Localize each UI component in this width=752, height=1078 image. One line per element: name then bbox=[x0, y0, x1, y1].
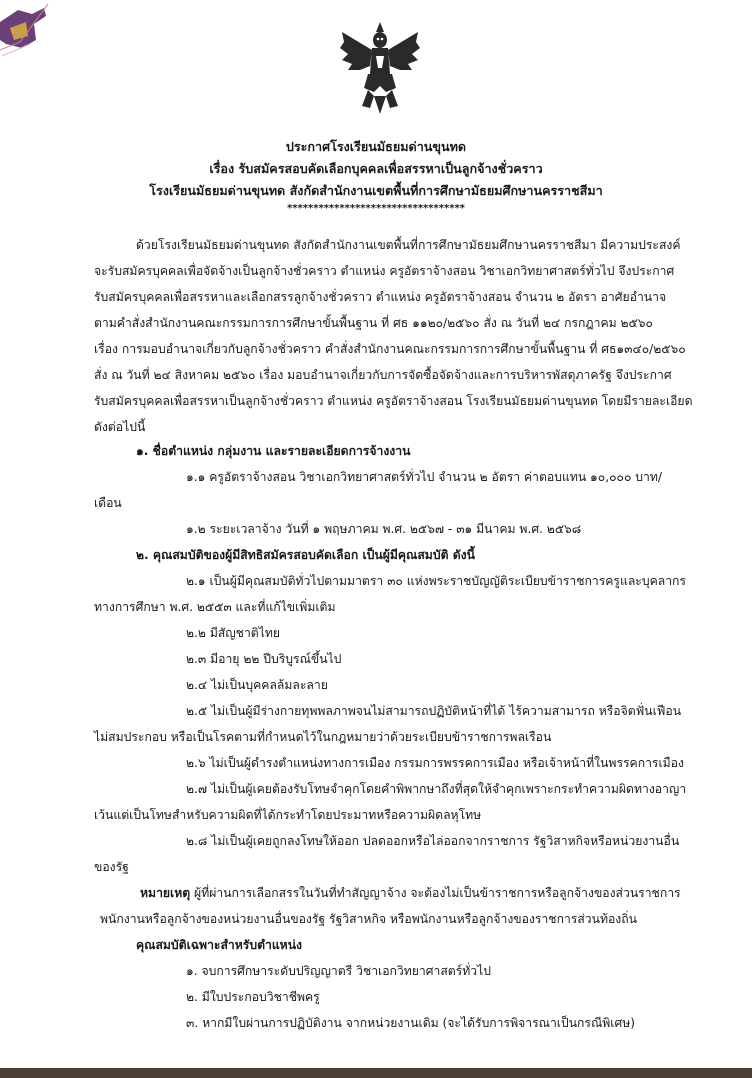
item-2-5: ๒.๕ ไม่เป็นผู้มีร่างกายทุพพลภาพจนไม่สามารถปฏิบัติหน้าที่ได้ ไร้ความสามารถ หรือจิตฟั่นเฟือน bbox=[186, 704, 682, 718]
item-1-1: ๑.๑ ครูอัตราจ้างสอน วิชาเอกวิทยาศาสตร์ทั่วไป จำนวน ๒ อัตรา ค่าตอบแทน ๑๐,๐๐๐ บาท/ bbox=[186, 470, 663, 484]
item-2-2: ๒.๒ มีสัญชาติไทย bbox=[186, 626, 281, 640]
item-2-6: ๒.๖ ไม่เป็นผู้ดำรงตำแหน่งทางการเมือง กรรมการพรรคการเมือง หรือเจ้าหน้าที่ในพรรคการเมือง bbox=[186, 756, 684, 770]
note-line-cont: พนักงานหรือลูกจ้างของหน่วยงานอื่นของรัฐ รัฐวิสาหกิจ หรือพนักงานหรือลูกจ้างของราชการส่วนท้องถิ่น bbox=[100, 912, 637, 926]
item-2-1-cont: ทางการศึกษา พ.ศ. ๒๕๕๓ และที่แก้ไขเพิ่มเติม bbox=[94, 600, 336, 614]
spec-item-2: ๒. มีใบประกอบวิชาชีพครู bbox=[186, 990, 320, 1004]
item-2-8: ๒.๘ ไม่เป็นผู้เคยถูกลงโทษให้ออก ปลดออกหรือไล่ออกจากราชการ รัฐวิสาหกิจหรือหน่วยงานอื่น bbox=[186, 834, 680, 848]
item-2-3: ๒.๓ มีอายุ ๒๒ ปีบริบูรณ์ขึ้นไป bbox=[186, 652, 342, 666]
page-bottom-edge bbox=[0, 1068, 752, 1078]
note-line bbox=[140, 884, 681, 902]
intro-line: รับสมัครบุคคลเพื่อสรรหาและเลือกสรรลูกจ้างชั่วคราว ตำแหน่ง ครูอัตราจ้างสอน จำนวน ๒ อัตรา อาศัยอำนาจ bbox=[94, 290, 667, 304]
item-1-1-cont: เดือน bbox=[94, 496, 122, 510]
item-2-8-cont: ของรัฐ bbox=[94, 860, 129, 874]
intro-line: เรื่อง การมอบอำนาจเกี่ยวกับลูกจ้างชั่วคราว คำสั่งสำนักงานคณะกรรมการการศึกษาขั้นพื้นฐาน ที่ ศธ๑๓๔๐/๒๕๖๐ bbox=[94, 342, 686, 356]
section-2-heading: ๒. คุณสมบัติของผู้มีสิทธิสมัครสอบคัดเลือก เป็นผู้มีคุณสมบัติ ดังนี้ bbox=[136, 548, 475, 562]
item-1-2: ๑.๒ ระยะเวลาจ้าง วันที่ ๑ พฤษภาคม พ.ศ. ๒๕๖๗ - ๓๑ มีนาคม พ.ศ. ๒๕๖๘ bbox=[186, 522, 582, 536]
intro-line: ด้วยโรงเรียนมัธยมด่านขุนทด สังกัดสำนักงานเขตพื้นที่การศึกษามัธยมศึกษานครราชสีมา มีความประสงค์ bbox=[136, 238, 681, 252]
intro-line: ดังต่อไปนี้ bbox=[94, 420, 146, 434]
item-2-5-cont: ไม่สมประกอบ หรือเป็นโรคตามที่กำหนดไว้ในกฎหมายว่าด้วยระเบียบข้าราชการพลเรือน bbox=[94, 730, 552, 744]
section-1-heading: ๑. ชื่อตำแหน่ง กลุ่มงาน และรายละเอียดการจ้างงาน bbox=[136, 444, 411, 458]
item-2-7: ๒.๗ ไม่เป็นผู้เคยต้องรับโทษจำคุกโดยคำพิพากษาถึงที่สุดให้จำคุกเพราะกระทำความผิดทางอาญา bbox=[186, 782, 687, 796]
item-2-4: ๒.๔ ไม่เป็นบุคคลล้มละลาย bbox=[186, 678, 328, 692]
intro-line: ตามคำสั่งสำนักงานคณะกรรมการการศึกษาขั้นพื้นฐาน ที่ ศธ ๑๑๒๐/๒๕๖๐ สั่ง ณ วันที่ ๒๔ กรกฎาคม ๒๕๖๐ bbox=[94, 316, 653, 330]
item-2-7-cont: เว้นแต่เป็นโทษสำหรับความผิดที่ได้กระทำโดยประมาทหรือความผิดลหุโทษ bbox=[94, 808, 482, 822]
header-title: ประกาศโรงเรียนมัธยมด่านขุนทด bbox=[285, 139, 467, 154]
intro-line: รับสมัครบุคคลเพื่อสรรหาเป็นลูกจ้างชั่วคราว ตำแหน่ง ครูอัตราจ้างสอน โรงเรียนมัธยมด่านขุนทด โดยมีรายละเอียด bbox=[94, 394, 693, 408]
intro-line: จะรับสมัครบุคคลเพื่อจัดจ้างเป็นลูกจ้างชั่วคราว ตำแหน่ง ครูอัตราจ้างสอน วิชาเอกวิทยาศาสตร์ทั่วไป จึงประกาศ bbox=[94, 264, 675, 278]
garuda-emblem-icon bbox=[338, 18, 422, 118]
header-separator: ********************************** bbox=[287, 203, 465, 214]
intro-line: สั่ง ณ วันที่ ๒๔ สิงหาคม ๒๕๖๐ เรื่อง มอบอำนาจเกี่ยวกับการจัดซื้อจัดจ้างและการบริหารพัสดุภาครัฐ จึงประกาศ bbox=[94, 368, 672, 382]
spec-item-3: ๓. หากมีใบผ่านการปฏิบัติงาน จากหน่วยงานเดิม (จะได้รับการพิจารณาเป็นกรณีพิเศษ) bbox=[186, 1016, 635, 1030]
specific-qualifications-heading: คุณสมบัติเฉพาะสำหรับตำแหน่ง bbox=[136, 938, 303, 952]
announcement-header bbox=[0, 136, 752, 216]
spec-item-1: ๑. จบการศึกษาระดับปริญญาตรี วิชาเอกวิทยาศาสตร์ทั่วไป bbox=[186, 964, 492, 978]
school-emblem-icon bbox=[0, 0, 50, 60]
note-text: ผู้ที่ผ่านการเลือกสรรในวันที่ทำสัญญาจ้าง จะต้องไม่เป็นข้าราชการหรือลูกจ้างของส่วนราชการ bbox=[194, 886, 681, 900]
header-school: โรงเรียนมัธยมด่านขุนทด สังกัดสำนักงานเขตพื้นที่การศึกษามัธยมศึกษานครราชสีมา bbox=[149, 183, 603, 198]
item-2-1: ๒.๑ เป็นผู้มีคุณสมบัติทั่วไปตามมาตรา ๓๐ แห่งพระราชบัญญัติระเบียบข้าราชการครูและบุคลากร bbox=[186, 574, 686, 588]
header-subject: เรื่อง รับสมัครสอบคัดเลือกบุคคลเพื่อสรรหาเป็นลูกจ้างชั่วคราว bbox=[209, 161, 543, 176]
note-label: หมายเหตุ bbox=[140, 886, 191, 900]
